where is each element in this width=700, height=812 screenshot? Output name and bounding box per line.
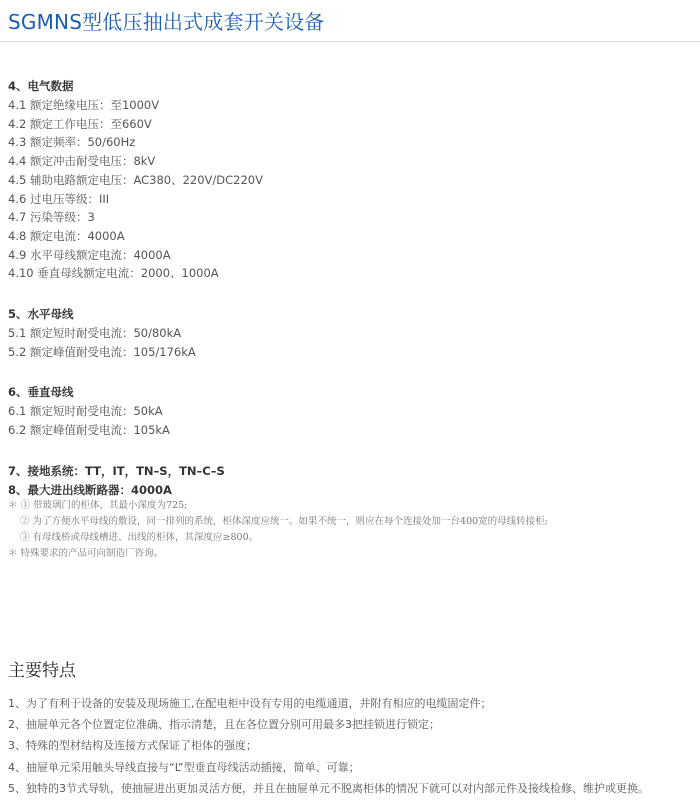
title-divider (0, 41, 700, 42)
feature-item: 3、特殊的型材结构及连接方式保证了柜体的强度； (8, 739, 257, 753)
spec-item: 4.4 额定冲击耐受电压：8kV (8, 154, 156, 169)
feature-item: 2、抽屉单元各个位置定位准确、指示清楚，且在各位置分别可用最多3把挂锁进行锁定； (8, 718, 440, 732)
section-vertical-busbar (8, 383, 688, 439)
spec-item: 4.9 水平母线额定电流：4000A (8, 247, 171, 262)
spec-item: 4.7 污染等级：3 (8, 210, 95, 225)
spec-item: 4.6 过电压等级：III (8, 191, 110, 206)
section-horizontal-busbar (8, 305, 688, 361)
footnotes (8, 498, 688, 562)
section-heading: 5、水平母线 (8, 307, 74, 322)
features-heading: 主要特点 (8, 661, 76, 681)
feature-item: 4、抽屉单元采用触头导线直接与“L”型垂直母线活动插接，简单、可靠； (8, 760, 360, 774)
spec-item: 4.1 额定绝缘电压：至1000V (8, 98, 160, 112)
feature-item: 1、为了有利于设备的安装及现场施工,在配电柜中设有专用的电缆通道，并附有相应的电缆固定件； (8, 697, 492, 710)
grounding-system: 7、接地系统：TT，IT，TN–S，TN–C–S (8, 463, 225, 478)
section-electrical-data (8, 77, 688, 283)
section-heading: 4、电气数据 (8, 79, 74, 93)
spec-item: 4.3 额定频率：50/60Hz (8, 135, 136, 150)
footnote: ③ 有母线桥或母线槽进、出线的柜体，其深度应≥800。 (20, 532, 259, 543)
section-grounding (8, 462, 688, 500)
features-list (8, 693, 698, 799)
spec-item: 5.1 额定短时耐受电流：50/80kA (8, 326, 182, 341)
spec-item: 4.5 辅助电路额定电压：AC380、220V/DC220V (8, 172, 263, 187)
spec-item: 4.8 额定电流：4000A (8, 228, 125, 243)
max-breaker: 8、最大进出线断路器：4000A (8, 482, 172, 497)
page-title: SGMNS型低压抽出式成套开关设备 (8, 10, 325, 34)
spec-list (8, 77, 688, 500)
footnote: ＊ ① 带玻璃门的柜体，其最小深度为725; (8, 500, 188, 511)
spec-item: 6.2 额定峰值耐受电流：105kA (8, 423, 170, 438)
spec-item: 4.10 垂直母线额定电流：2000、1000A (8, 266, 219, 281)
spec-item: 5.2 额定峰值耐受电流：105/176kA (8, 344, 196, 359)
section-heading: 6、垂直母线 (8, 385, 74, 400)
spec-item: 6.1 额定短时耐受电流：50kA (8, 404, 163, 419)
footnote: ＊ 特殊要求的产品可向制造厂咨询。 (8, 548, 164, 559)
feature-item: 5、独特的3节式导轨，使抽屉进出更加灵活方便，并且在抽屉单元不脱离柜体的情况下就可以对内部元件及接线检修、维护或更换。 (8, 781, 649, 795)
footnote: ② 为了方便水平母线的敷设，同一排列的系统，柜体深度应统一。如果不统一，则应在每个连接处加一台400宽的母线转接柜; (20, 516, 548, 527)
spec-item: 4.2 额定工作电压：至660V (8, 116, 152, 131)
